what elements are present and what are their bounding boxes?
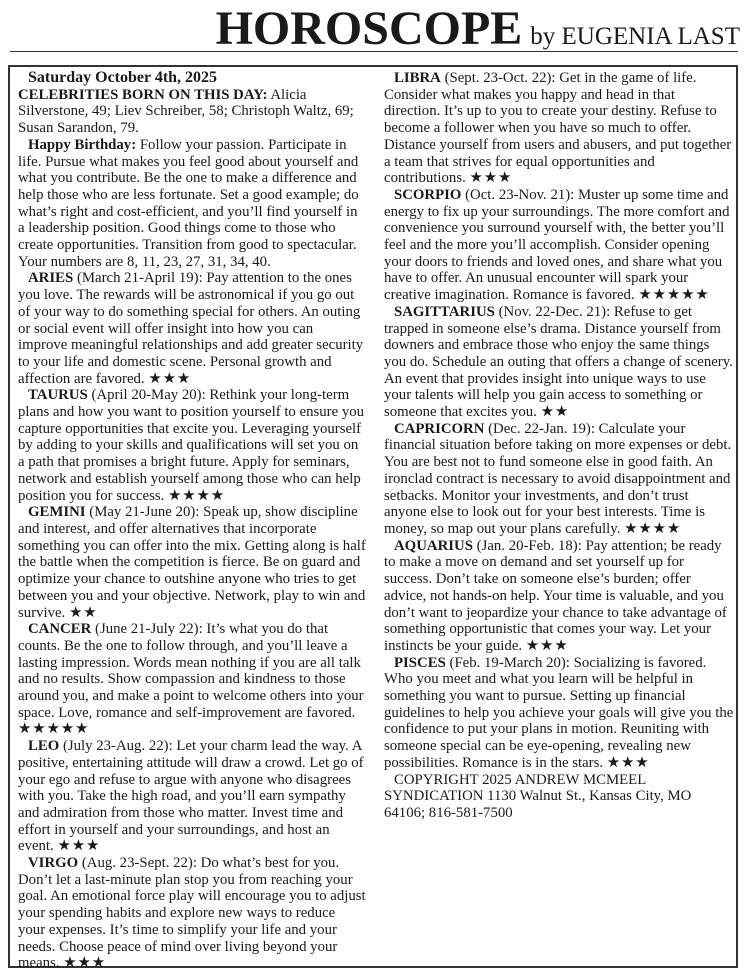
sign-leo [18,738,366,855]
star-rating: ★★★★ [168,487,226,504]
sign-text: Speak up, show discipline and interest, and offer alternatives that incorporate something you can offer into the mix. Getting along is half the battle when the competition is fierce. Be on guard and optimize your chance to outshine anyone who tries to get between you and your objective. Network, play to win and survive. [18,504,366,621]
sign-text: It’s what you do that counts. Be the one to follow through, and you’ll leave a lasting impression. Words mean nothing if you are all talk and no results. Show compassion and kindness to those around you, and make a point to welcome others into your space. Love, romance and self-improvement are favored. [18,621,364,721]
sign-name: VIRGO [28,855,79,872]
star-rating: ★★★ [148,370,192,387]
star-rating: ★★ [68,604,98,621]
sign-pisces [384,655,734,772]
sign-taurus [18,387,366,504]
sign-cancer [18,621,366,738]
star-rating: ★★ [540,404,570,421]
sign-name: SCORPIO [394,186,462,203]
sign-dates: (April 20-May 20): [91,387,206,404]
byline: by EUGENIA LAST [530,23,740,50]
sign-dates: (May 21-June 20): [89,504,200,521]
birthday-label: Happy Birthday: [28,136,137,153]
masthead [10,4,740,54]
celebrities-text: Alicia Silverstone, 49; Liev Schreiber, 58; Christoph Waltz, 69; Susan Sarandon, 79. [18,86,354,137]
copyright-notice: COPYRIGHT 2025 ANDREW MCMEEL SYNDICATION 1130 Walnut St., Kansas City, MO 64106; 816-581-7500 [384,771,692,821]
star-rating: ★★★ [606,754,650,771]
sign-text: Socializing is favored. Who you meet and what you learn will be helpful in something you want to pursue. Setting up financial guidelines to help you achieve your goals will give you the confidence to put your plans in motion. Reuniting with someone special can be eye-opening, revealing new possibilities. Romance is in the stars. [384,654,734,771]
sign-name: ARIES [28,270,74,287]
celebrities-label: CELEBRITIES BORN ON THIS DAY: [18,86,268,103]
sign-name: AQUARIUS [394,537,473,554]
sign-name: GEMINI [28,504,86,521]
sign-dates: (Nov. 22-Dec. 21): [498,303,611,320]
sign-text: Get in the game of life. Consider what makes you happy and head in that direction. It’s up to you to create your destiny. Refuse to become a follower when you have so much to offer. Distance yourself from users and abusers, and put together a team that strives for equal opportunities and contributions. [384,70,732,187]
sign-text: Calculate your financial situation before taking on more expenses or debt. You are best not to fund someone else in good faith. An ironclad contract is necessary to avoid disappointment and setbacks. Monitor your investments, and don’t trust anyone else to look out for your best interests. Time is money, so map out your plans carefully. [384,420,732,537]
sign-text: Let your charm lead the way. A positive, entertaining attitude will draw a crowd. Let go of your ego and refuse to argue with anyone who disagrees with you. Take the high road, and you’ll earn sympathy and admiration from those who matter. Invest time and effort in yourself and your surroundings, and host an event. [18,738,364,855]
sign-name: TAURUS [28,387,88,404]
birthday-text: Follow your passion. Participate in life. Pursue what makes you feel good about yourself and what you contribute. Be the one to make a difference and help those who are less fortunate. Set a good example; do what’s right and cost-efficient, and you’ll find yourself in a leadership position. Good things come to those who create opportunities. Transition from good to spectacular. Your numbers are 8, 11, 23, 27, 31, 34, 40. [18,136,359,270]
celebrities-paragraph [18,87,366,137]
star-rating: ★★★★ [624,520,682,537]
header-rule [10,51,738,52]
sign-dates: (Oct. 23-Nov. 21): [465,186,575,203]
star-rating: ★★★ [63,955,107,972]
sign-dates: (Dec. 22-Jan. 19): [488,420,595,437]
star-rating: ★★★★★ [638,287,710,304]
star-rating: ★★★ [525,637,569,654]
sign-dates: (Jan. 20-Feb. 18): [476,537,582,554]
birthday-paragraph [18,137,366,271]
sign-text: Do what’s best for you. Don’t let a last-minute plan stop you from reaching your goal. An emotional force play will encourage you to adjust your spending habits and explore new ways to reduce your expenses. It’s time to simplify your life and your needs. Choose peace of mind over living beyond your means. [18,855,366,972]
sign-text: Rethink your long-term plans and how you want to position yourself to ensure you capture opportunities that excite you. Leveraging yourself by adding to your skills and qualifications will set you on a path that promises a bright future. Apply for seminars, network and establish yourself among those who can help position you for success. [18,387,365,504]
sign-text: Muster up some time and energy to fix up your surroundings. The more comfort and convenience you surround yourself with, the better you’ll feel and the more you’ll accomplish. Consider opening your doors to friends and loved ones, and share what you have to offer. An unusual encounter will spark your creative imagination. Romance is favored. [384,186,730,304]
star-rating: ★★★ [469,170,513,187]
right-column [384,70,734,822]
star-rating: ★★★ [57,838,101,855]
sign-text: Pay attention; be ready to make a move on demand and set yourself up for success. Don’t take on someone else’s burden; offer advice, not hands-on help. Your time is valuable, and you don’t want to jeopardize your chance to take advantage of something opportunistic that comes your way. Let your instincts be your guide. [384,537,727,654]
sign-sagittarius [384,304,734,421]
sign-name: PISCES [394,654,446,671]
sign-name: LEO [28,738,60,755]
sign-name: CAPRICORN [394,420,485,437]
sign-gemini [18,504,366,621]
sign-name: CANCER [28,621,92,638]
sign-dates: (June 21-July 22): [95,621,203,638]
sign-name: LIBRA [394,70,441,86]
sign-scorpio [384,187,734,304]
page-title: HOROSCOPE [215,2,523,55]
date-heading: Saturday October 4th, 2025 [28,69,218,86]
sign-virgo [18,855,366,972]
sign-aquarius [384,538,734,655]
sign-dates: (Sept. 23-Oct. 22): [444,70,556,86]
star-rating: ★★★★★ [18,721,90,738]
sign-libra [384,70,734,187]
sign-text: Pay attention to the ones you love. The rewards will be astronomical if you go out of your way to do something special for others. An outing or social event will offer insight into how you can improve meaningful relationships and add greater security to your life and domestic scene. Personal growth and affection are favored. [18,270,364,387]
left-column [18,70,366,972]
sign-capricorn [384,421,734,538]
sign-dates: (Feb. 19-March 20): [449,654,570,671]
sign-dates: (March 21-April 19): [76,270,203,287]
sign-dates: (July 23-Aug. 22): [62,738,173,755]
sign-dates: (Aug. 23-Sept. 22): [81,855,197,872]
sign-text: Refuse to get trapped in someone else’s drama. Distance yourself from downers and embrace those who enjoy the same things you do. Schedule an outing that offers a change of scenery. An event that provides insight into unique ways to use your talents will help you gain access to something or someone that excites you. [384,303,733,421]
sign-aries [18,270,366,387]
sign-name: SAGITTARIUS [394,303,495,320]
